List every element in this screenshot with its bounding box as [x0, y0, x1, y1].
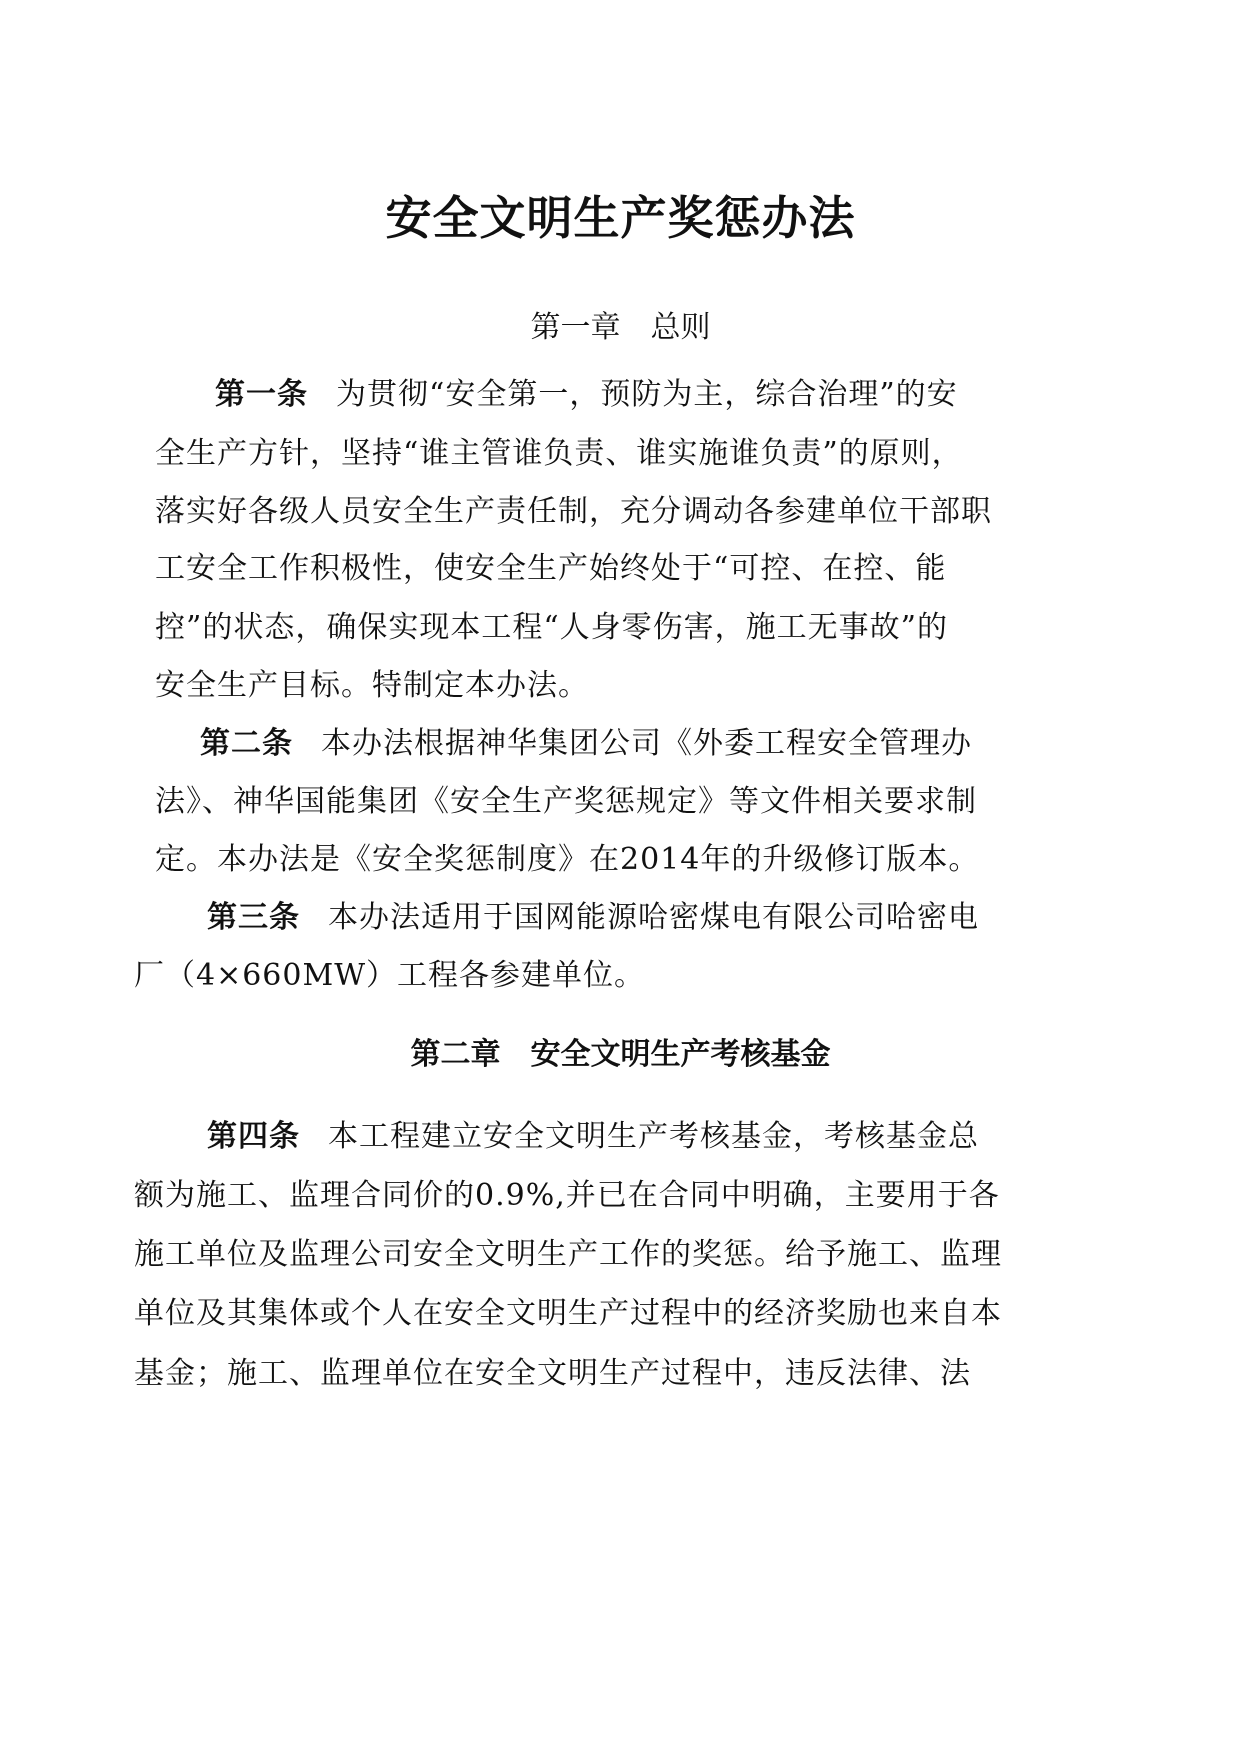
- article-1-label: 第一条: [215, 377, 308, 412]
- article-4-text-3: 施工单位及监理公司安全文明生产工作的奖惩。给予施工、监理: [134, 1237, 1002, 1272]
- article-1-line-1: [215, 373, 958, 417]
- article-4-text-2: 额为施工、监理合同价的0.9%,并已在合同中明确，主要用于各: [134, 1178, 1000, 1213]
- article-2-text-2: 法》、神华国能集团《安全生产奖惩规定》等文件相关要求制: [155, 784, 977, 819]
- article-1-text-4: 工安全工作积极性，使安全生产始终处于“可控、在控、能: [155, 551, 947, 586]
- article-4-text-5: 基金；施工、监理单位在安全文明生产过程中，违反法律、法: [134, 1356, 971, 1391]
- article-3-text-2: 厂（4×660MW）工程各参建单位。: [134, 958, 646, 993]
- article-1-text-3: 落实好各级人员安全生产责任制，充分调动各参建单位干部职: [155, 494, 992, 529]
- article-4-text-4: 单位及其集体或个人在安全文明生产过程中的经济奖励也来自本: [134, 1296, 1002, 1331]
- article-2-line-1: [200, 722, 972, 766]
- article-4-text-1: 本工程建立安全文明生产考核基金，考核基金总: [328, 1119, 979, 1154]
- document-title: 安全文明生产奖惩办法: [385, 191, 856, 245]
- article-3-label: 第三条: [207, 900, 300, 935]
- article-4-label: 第四条: [207, 1119, 300, 1154]
- article-2-text-3: 定。本办法是《安全奖惩制度》在2014年的升级修订版本。: [155, 842, 980, 877]
- article-1-text-1: 为贯彻“安全第一，预防为主，综合治理”的安: [336, 377, 958, 412]
- article-3-text-1: 本办法适用于国网能源哈密煤电有限公司哈密电: [328, 900, 979, 935]
- article-1-text-2: 全生产方针，坚持“谁主管谁负责、谁实施谁负责”的原则，: [155, 436, 963, 471]
- article-1-text-5: 控”的状态，确保实现本工程“人身零伤害，施工无事故”的: [155, 610, 949, 645]
- chapter-1-heading: 第一章 总则: [530, 310, 711, 345]
- article-2-text-1: 本办法根据神华集团公司《外委工程安全管理办: [321, 726, 972, 761]
- article-4-line-1: [207, 1115, 979, 1159]
- chapter-2-heading: 第二章 安全文明生产考核基金: [410, 1037, 831, 1072]
- article-2-label: 第二条: [200, 726, 293, 761]
- article-3-line-1: [207, 896, 979, 940]
- article-1-text-6: 安全生产目标。特制定本办法。: [155, 668, 589, 703]
